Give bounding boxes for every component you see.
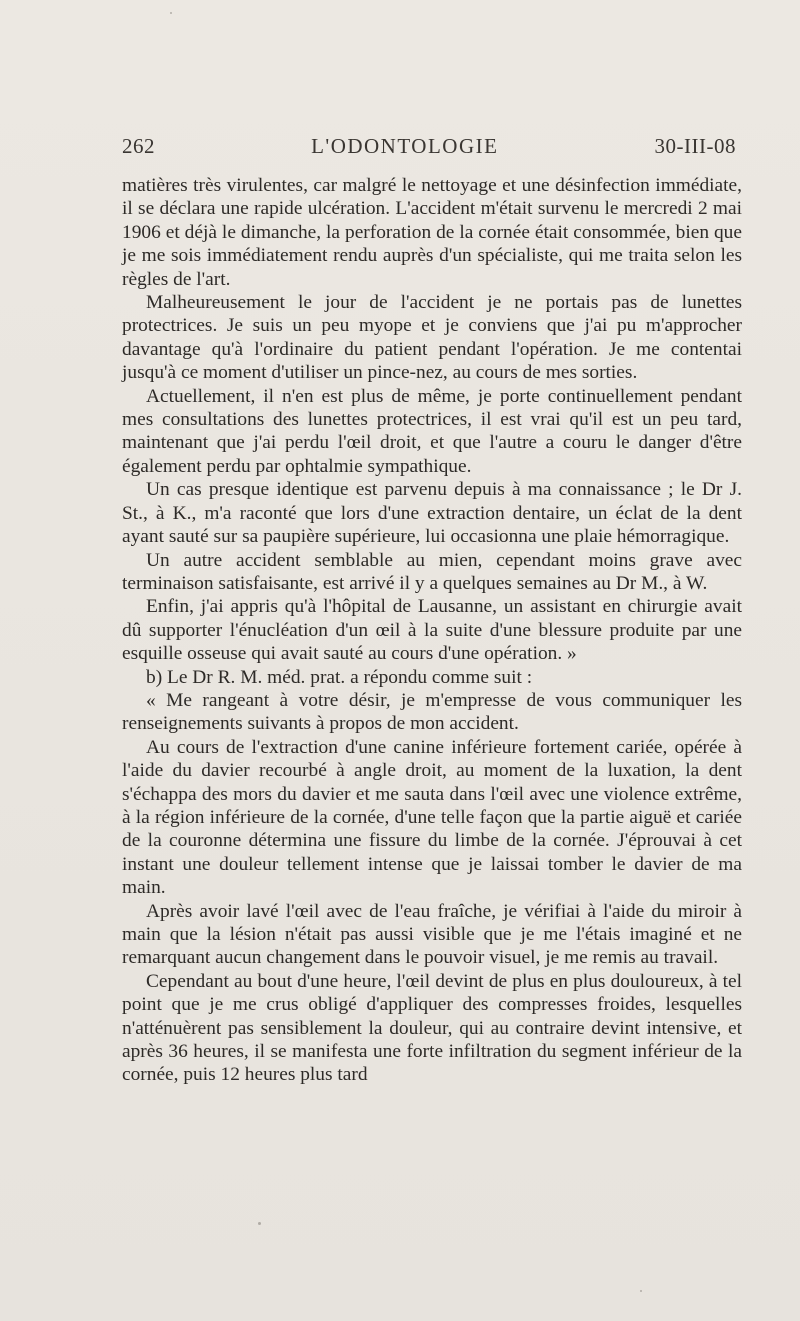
paragraph: Un cas presque identique est parvenu depuis à ma connaissance ; le Dr J. St., à K., m'a raconté que lors d'une extraction dentaire, un éclat de la dent ayant sauté sur sa paupière supérieure, lui occasionna une plaie hémorragique. xyxy=(122,479,742,548)
paper-speck xyxy=(640,1290,642,1292)
paragraph: Un autre accident semblable au mien, cependant moins grave avec terminaison satisfaisante, est arrivé il y a quelques semaines au Dr M., à W. xyxy=(122,549,742,594)
paragraph: Malheureusement le jour de l'accident je ne portais pas de lunettes protectrices. Je suis un peu myope et je conviens que j'ai pu m'approcher davantage qu'à l'ordinaire du patient pendant l'opération. Je me contentai jusqu'à ce moment d'utiliser un pince-nez, au cours de mes sorties. xyxy=(122,292,742,384)
paragraph: « Me rangeant à votre désir, je m'empresse de vous communiquer les renseignements suivants à propos de mon accident. xyxy=(122,689,742,735)
issue-date: 30-III-08 xyxy=(654,134,736,158)
page-number: 262 xyxy=(122,134,155,158)
paragraph: Enfin, j'ai appris qu'à l'hôpital de Lausanne, un assistant en chirurgie avait dû supporter l'énucléation d'un œil à la suite d'une blessure produite par une esquille osseuse qui avait sauté au cours d'une opération. » xyxy=(122,596,742,665)
paragraph: matières très virulentes, car malgré le nettoyage et une désinfection immédiate, il se déclara une rapide ulcération. L'accident m'était survenu le mercredi 2 mai 1906 et déjà le dimanche, la perforation de la cornée était consommée, bien que je me sois immédiatement rendu auprès d'un spécialiste, qui me traita selon les règles de l'art. xyxy=(122,175,742,290)
paragraph: Après avoir lavé l'œil avec de l'eau fraîche, je vérifiai à l'aide du miroir à main que la lésion n'était pas aussi visible que je me l'étais imaginé et ne remarquant aucun changement dans le pouvoir visuel, je me remis au travail. xyxy=(122,900,742,969)
paragraph: Au cours de l'extraction d'une canine inférieure fortement cariée, opérée à l'aide du davier recourbé à angle droit, au moment de la luxation, la dent s'échappa des mors du davier et me sauta dans l'œil avec une violence extrême, à la région inférieure de la cornée, d'une telle façon que la partie aiguë et cariée de la couronne détermina une fissure du limbe de la cornée. J'éprouvai à cet instant une douleur tellement intense que je laissai tomber le davier de ma main. xyxy=(122,736,742,899)
paper-speck xyxy=(258,1222,261,1225)
journal-title: L'ODONTOLOGIE xyxy=(311,134,499,158)
running-header xyxy=(122,134,736,164)
body-text xyxy=(122,174,742,1087)
paragraph: b) Le Dr R. M. méd. prat. a répondu comme suit : xyxy=(146,666,533,688)
paper-speck xyxy=(170,12,172,14)
paragraph: Actuellement, il n'en est plus de même, je porte continuellement pendant mes consultations des lunettes protectrices, il est vrai qu'il est un peu tard, maintenant que j'ai perdu l'œil droit, et que l'autre a couru le danger d'être également perdu par ophtalmie sympathique. xyxy=(122,385,742,477)
paragraph: Cependant au bout d'une heure, l'œil devint de plus en plus douloureux, à tel point que je me crus obligé d'appliquer des compresses froides, lesquelles n'atténuèrent pas sensiblement la douleur, qui au contraire devint intensive, et après 36 heures, il se manifesta une forte infiltration du segment inférieur de la cornée, puis 12 heures plus tard xyxy=(122,970,742,1086)
